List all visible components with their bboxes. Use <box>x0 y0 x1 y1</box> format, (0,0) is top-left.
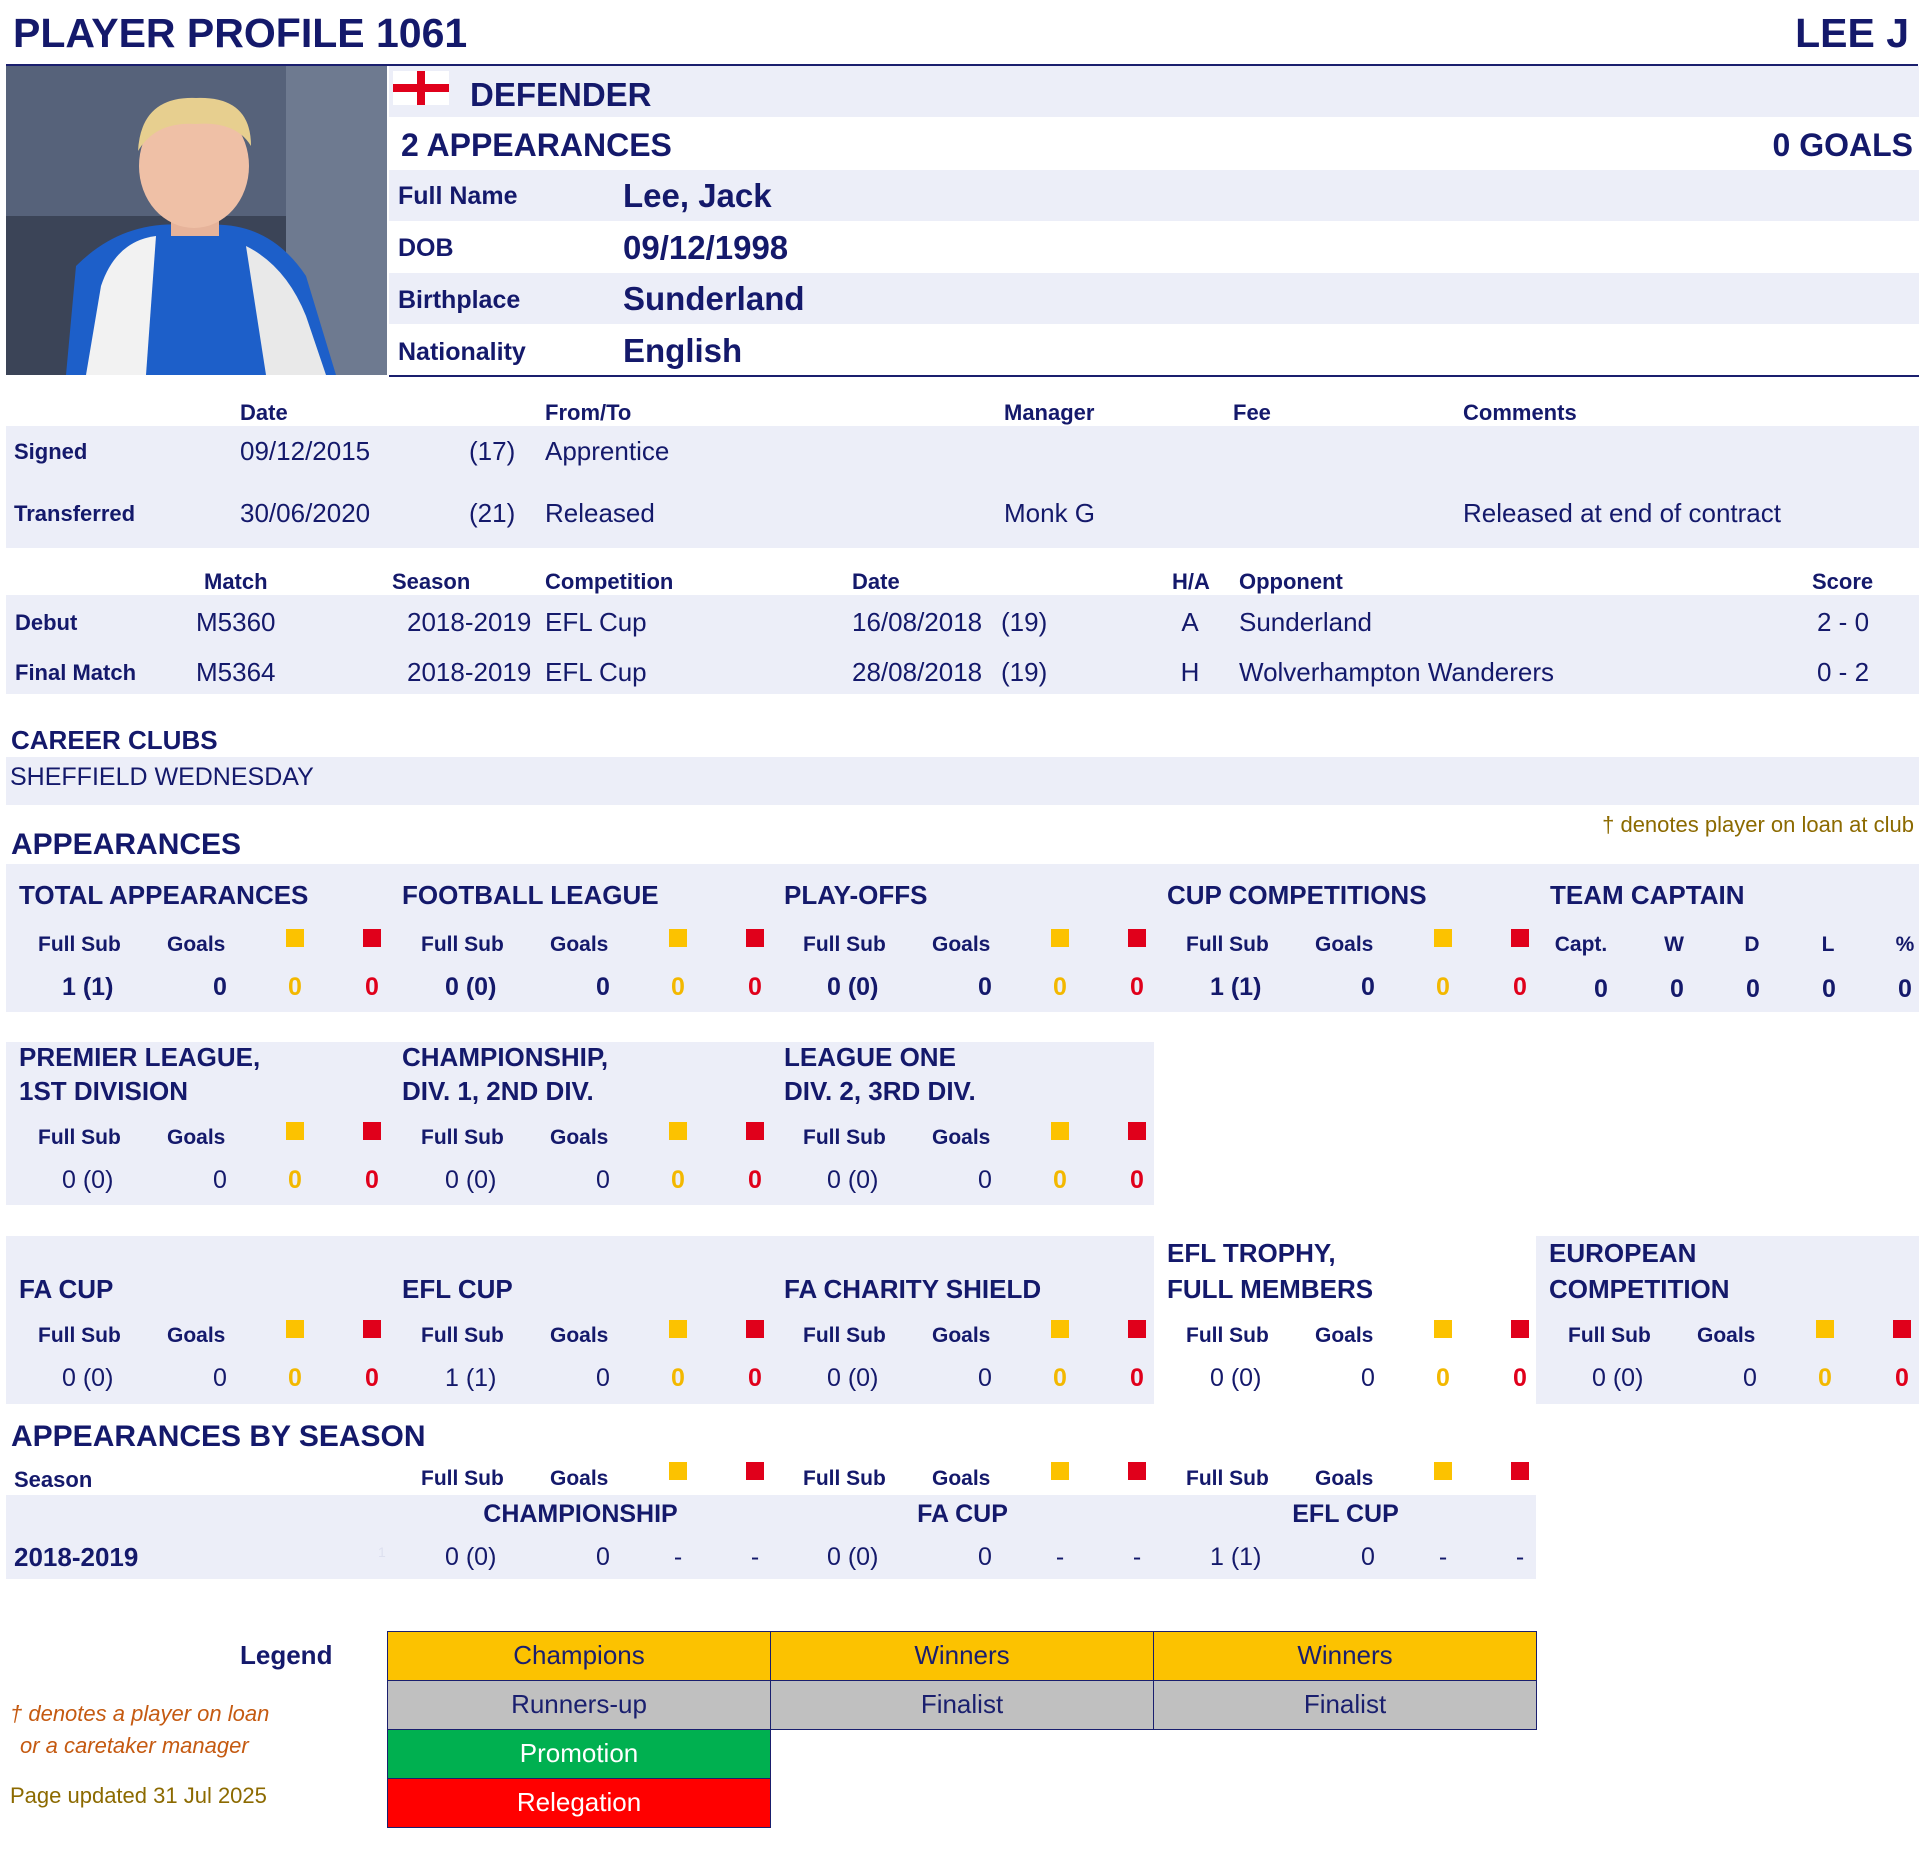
match-row-date: 28/08/2018 <box>852 657 983 687</box>
goals-header: Goals <box>1315 1324 1374 1347</box>
england-flag-icon <box>393 71 449 105</box>
red-card-icon <box>363 1122 381 1140</box>
profile-divider <box>389 375 1919 377</box>
goals-header: Goals <box>932 1324 991 1347</box>
goals-header: Goals <box>932 1467 991 1490</box>
stat-box-title: FA CUP <box>19 1274 114 1304</box>
goals-value: 0 <box>978 1364 992 1392</box>
appearances-total: 2 APPEARANCES <box>401 127 672 163</box>
full-sub-header: Full Sub <box>421 1324 504 1347</box>
fullname-value: Lee, Jack <box>623 177 772 214</box>
yellow-card-icon <box>1051 1320 1069 1338</box>
match-header-opponent: Opponent <box>1239 569 1343 594</box>
legend-promotion: Promotion <box>387 1729 771 1779</box>
goals-header: Goals <box>932 1126 991 1149</box>
transfer-row-comments: Released at end of contract <box>1463 498 1781 528</box>
legend-champions: Champions <box>387 1631 771 1681</box>
yellow-card-icon <box>1816 1320 1834 1338</box>
nationality-label: Nationality <box>398 338 526 366</box>
apps-value: 1 (1) <box>1210 973 1262 1001</box>
transfer-row-fromto: Released <box>545 498 655 528</box>
legend-winners: Winners <box>770 1631 1154 1681</box>
red-cards-value: 0 <box>365 1364 379 1392</box>
loan-note: † denotes player on loan at club <box>1602 812 1914 837</box>
match-row-type: Debut <box>15 610 78 635</box>
red-card-icon <box>1511 1320 1529 1338</box>
goals-header: Goals <box>1697 1324 1756 1347</box>
season-yellow-value: - <box>1438 1543 1448 1571</box>
season-group-title: FA CUP <box>917 1500 1008 1528</box>
yellow-card-icon <box>669 1320 687 1338</box>
transfer-row-type: Signed <box>14 439 88 464</box>
season-goals-value: 0 <box>596 1543 610 1571</box>
transfer-header-manager: Manager <box>1004 400 1095 425</box>
yellow-card-icon <box>286 1320 304 1338</box>
full-sub-header: Full Sub <box>803 1467 886 1490</box>
page-title: PLAYER PROFILE 1061 <box>13 10 468 56</box>
red-card-icon <box>1893 1320 1911 1338</box>
yellow-cards-value: 0 <box>288 1166 302 1194</box>
full-sub-header: Full Sub <box>38 1126 121 1149</box>
full-sub-header: Full Sub <box>38 1324 121 1347</box>
match-row-competition: EFL Cup <box>545 607 647 637</box>
season-header: Season <box>14 1467 93 1492</box>
red-cards-value: 0 <box>748 1364 762 1392</box>
captain-header-d: D <box>1744 933 1760 956</box>
goals-header: Goals <box>550 1126 609 1149</box>
captain-header-capt: Capt. <box>1554 933 1608 956</box>
apps-value: 0 (0) <box>827 973 879 1001</box>
red-card-icon <box>746 1320 764 1338</box>
legend-winners: Winners <box>1153 1631 1537 1681</box>
stat-box-title: CUP COMPETITIONS <box>1167 880 1427 910</box>
apps-value: 0 (0) <box>1592 1364 1644 1392</box>
goals-value: 0 <box>1361 973 1375 1001</box>
red-card-icon <box>1128 1320 1146 1338</box>
goals-header: Goals <box>550 1324 609 1347</box>
goals-value: 0 <box>213 1166 227 1194</box>
goals-header: Goals <box>167 933 226 956</box>
transfer-row-type: Transferred <box>14 501 136 526</box>
yellow-cards-value: 0 <box>1053 1364 1067 1392</box>
red-cards-value: 0 <box>1130 1364 1144 1392</box>
legend-runners-up: Runners-up <box>387 1680 771 1730</box>
match-header-season: Season <box>392 569 471 594</box>
yellow-card-icon <box>669 929 687 947</box>
goals-value: 0 <box>596 1166 610 1194</box>
goals-total: 0 GOALS <box>1772 127 1913 163</box>
transfer-row-manager: Monk G <box>1004 498 1096 528</box>
match-row-season: 2018-2019 <box>407 657 532 687</box>
full-sub-header: Full Sub <box>803 1324 886 1347</box>
transfer-header-fee: Fee <box>1233 400 1271 425</box>
goals-value: 0 <box>213 973 227 1001</box>
red-cards-value: 0 <box>748 1166 762 1194</box>
stat-box-title: FA CHARITY SHIELD <box>784 1274 1042 1304</box>
stat-box-title: LEAGUE ONE <box>784 1042 956 1072</box>
match-row-score: 0 - 2 <box>1817 657 1870 687</box>
legend-note-line1: † denotes a player on loan <box>10 1701 270 1726</box>
yellow-card-icon <box>669 1122 687 1140</box>
goals-value: 0 <box>596 973 610 1001</box>
season-apps-value: 1 (1) <box>1210 1543 1262 1571</box>
yellow-cards-value: 0 <box>671 1364 685 1392</box>
player-short-name: LEE J <box>1795 10 1909 56</box>
yellow-card-icon <box>1434 1462 1452 1480</box>
fullname-band <box>389 170 1919 221</box>
transfer-row-date: 09/12/2015 <box>240 436 371 466</box>
goals-header: Goals <box>167 1126 226 1149</box>
red-card-icon <box>1128 1462 1146 1480</box>
goals-header: Goals <box>550 1467 609 1490</box>
season-red-value: - <box>750 1543 760 1571</box>
goals-value: 0 <box>1743 1364 1757 1392</box>
red-card-icon <box>746 1462 764 1480</box>
captain-value-l: 0 <box>1822 975 1836 1003</box>
match-row-age: (19) <box>1001 657 1048 687</box>
season-group-title: EFL CUP <box>1292 1500 1399 1528</box>
goals-header: Goals <box>167 1324 226 1347</box>
season-apps-value: 0 (0) <box>445 1543 497 1571</box>
yellow-card-icon <box>1434 1320 1452 1338</box>
season-red-value: - <box>1515 1543 1525 1571</box>
goals-header: Goals <box>1315 1467 1374 1490</box>
goals-header: Goals <box>1315 933 1374 956</box>
apps-value: 0 (0) <box>445 1166 497 1194</box>
apps-value: 0 (0) <box>827 1364 879 1392</box>
birthplace-value: Sunderland <box>623 280 805 317</box>
full-sub-header: Full Sub <box>421 933 504 956</box>
yellow-cards-value: 0 <box>671 973 685 1001</box>
stat-box-title: EFL TROPHY, <box>1167 1238 1336 1268</box>
legend-note-line2: or a caretaker manager <box>20 1733 249 1758</box>
dob-value: 09/12/1998 <box>623 229 789 266</box>
appearances-title: APPEARANCES <box>11 828 242 861</box>
yellow-cards-value: 0 <box>1436 1364 1450 1392</box>
team-captain-title: TEAM CAPTAIN <box>1550 880 1745 910</box>
full-sub-header: Full Sub <box>1186 933 1269 956</box>
red-cards-value: 0 <box>1130 1166 1144 1194</box>
stat-box-title: COMPETITION <box>1549 1274 1730 1304</box>
full-sub-header: Full Sub <box>1186 1467 1269 1490</box>
stat-box-title: EUROPEAN <box>1549 1238 1697 1268</box>
match-row-ha: A <box>1181 607 1199 637</box>
full-sub-header: Full Sub <box>1186 1324 1269 1347</box>
match-row-score: 2 - 0 <box>1817 607 1870 637</box>
match-header-competition: Competition <box>545 569 674 594</box>
stat-box-title: FOOTBALL LEAGUE <box>402 880 659 910</box>
transfer-row-age: (17) <box>469 436 516 466</box>
apps-value: 0 (0) <box>62 1166 114 1194</box>
match-row-age: (19) <box>1001 607 1048 637</box>
match-row-ha: H <box>1180 657 1200 687</box>
season-yellow-value: - <box>673 1543 683 1571</box>
match-row-date: 16/08/2018 <box>852 607 983 637</box>
red-card-icon <box>363 929 381 947</box>
red-cards-value: 0 <box>365 973 379 1001</box>
apps-value: 0 (0) <box>445 973 497 1001</box>
match-row-season: 2018-2019 <box>407 607 532 637</box>
stat-box-title: CHAMPIONSHIP, <box>402 1042 609 1072</box>
stat-box-title: DIV. 1, 2ND DIV. <box>402 1076 594 1106</box>
season-goals-value: 0 <box>1361 1543 1375 1571</box>
match-header-score: Score <box>1812 569 1874 594</box>
full-sub-header: Full Sub <box>421 1126 504 1149</box>
yellow-card-icon <box>1051 929 1069 947</box>
player-photo <box>6 66 387 375</box>
birthplace-label: Birthplace <box>398 286 521 314</box>
page-updated: Page updated 31 Jul 2025 <box>10 1783 267 1808</box>
captain-value-w: 0 <box>1670 975 1684 1003</box>
red-cards-value: 0 <box>1130 973 1144 1001</box>
transfer-header-comments: Comments <box>1463 400 1577 425</box>
full-sub-header: Full Sub <box>803 933 886 956</box>
yellow-card-icon <box>286 929 304 947</box>
position-label: DEFENDER <box>470 76 652 113</box>
career-clubs-list: SHEFFIELD WEDNESDAY <box>10 763 314 791</box>
match-row-opponent: Wolverhampton Wanderers <box>1239 657 1555 687</box>
by-season-title: APPEARANCES BY SEASON <box>11 1420 426 1453</box>
goals-value: 0 <box>1361 1364 1375 1392</box>
nationality-value: English <box>623 332 743 369</box>
stat-box-title: DIV. 2, 3RD DIV. <box>784 1076 976 1106</box>
full-sub-header: Full Sub <box>1568 1324 1651 1347</box>
red-card-icon <box>1511 929 1529 947</box>
yellow-cards-value: 0 <box>288 973 302 1001</box>
transfer-row-fromto: Apprentice <box>545 436 670 466</box>
yellow-card-icon <box>1051 1462 1069 1480</box>
captain-value-capt: 0 <box>1594 975 1608 1003</box>
career-clubs-title: CAREER CLUBS <box>11 725 218 755</box>
captain-value-d: 0 <box>1746 975 1760 1003</box>
legend-finalist: Finalist <box>1153 1680 1537 1730</box>
match-row-opponent: Sunderland <box>1239 607 1372 637</box>
yellow-cards-value: 0 <box>1436 973 1450 1001</box>
red-cards-value: 0 <box>1513 973 1527 1001</box>
yellow-card-icon <box>1434 929 1452 947</box>
captain-header-l: L <box>1821 933 1835 956</box>
season-goals-value: 0 <box>978 1543 992 1571</box>
yellow-cards-value: 0 <box>671 1166 685 1194</box>
goals-value: 0 <box>978 973 992 1001</box>
yellow-card-icon <box>669 1462 687 1480</box>
yellow-cards-value: 0 <box>1818 1364 1832 1392</box>
season-row-marker: 1 <box>378 1544 386 1560</box>
goals-value: 0 <box>213 1364 227 1392</box>
season-row-label: 2018-2019 <box>14 1542 139 1572</box>
match-header-ha: H/A <box>1172 569 1210 594</box>
full-sub-header: Full Sub <box>803 1126 886 1149</box>
dob-label: DOB <box>398 234 454 262</box>
transfer-row-date: 30/06/2020 <box>240 498 371 528</box>
stat-box-title: EFL CUP <box>402 1274 513 1304</box>
stat-box-title: 1ST DIVISION <box>19 1076 189 1106</box>
red-cards-value: 0 <box>1895 1364 1909 1392</box>
season-group-title: CHAMPIONSHIP <box>483 1500 678 1528</box>
red-card-icon <box>1128 1122 1146 1140</box>
captain-header-pct: % <box>1895 933 1915 956</box>
red-card-icon <box>363 1320 381 1338</box>
apps-value: 0 (0) <box>827 1166 879 1194</box>
match-header-match: Match <box>204 569 268 594</box>
apps-value: 1 (1) <box>62 973 114 1001</box>
goals-value: 0 <box>978 1166 992 1194</box>
goals-value: 0 <box>596 1364 610 1392</box>
yellow-cards-value: 0 <box>288 1364 302 1392</box>
full-sub-header: Full Sub <box>421 1467 504 1490</box>
transfer-header-date: Date <box>240 400 288 425</box>
transfer-row-age: (21) <box>469 498 516 528</box>
apps-value: 0 (0) <box>1210 1364 1262 1392</box>
red-card-icon <box>746 929 764 947</box>
yellow-card-icon <box>286 1122 304 1140</box>
match-row-id: M5364 <box>196 657 276 687</box>
match-row-type: Final Match <box>15 660 137 685</box>
red-cards-value: 0 <box>365 1166 379 1194</box>
captain-value-pct: 0 <box>1898 975 1912 1003</box>
season-yellow-value: - <box>1055 1543 1065 1571</box>
red-card-icon <box>746 1122 764 1140</box>
season-red-value: - <box>1132 1543 1142 1571</box>
yellow-card-icon <box>1051 1122 1069 1140</box>
goals-header: Goals <box>932 933 991 956</box>
goals-header: Goals <box>550 933 609 956</box>
legend-title: Legend <box>240 1640 333 1670</box>
red-cards-value: 0 <box>748 973 762 1001</box>
apps-value: 1 (1) <box>445 1364 497 1392</box>
stat-box-title: PLAY-OFFS <box>784 880 928 910</box>
match-header-date: Date <box>852 569 900 594</box>
red-card-icon <box>1128 929 1146 947</box>
red-cards-value: 0 <box>1513 1364 1527 1392</box>
yellow-cards-value: 0 <box>1053 973 1067 1001</box>
season-apps-value: 0 (0) <box>827 1543 879 1571</box>
match-row-competition: EFL Cup <box>545 657 647 687</box>
birthplace-band <box>389 273 1919 324</box>
fullname-label: Full Name <box>398 182 518 210</box>
stat-box-title: FULL MEMBERS <box>1167 1274 1374 1304</box>
match-row-id: M5360 <box>196 607 276 637</box>
stat-box-title: TOTAL APPEARANCES <box>19 880 309 910</box>
legend-relegation: Relegation <box>387 1778 771 1828</box>
transfer-header-fromto: From/To <box>545 400 632 425</box>
yellow-cards-value: 0 <box>1053 1166 1067 1194</box>
apps-value: 0 (0) <box>62 1364 114 1392</box>
red-card-icon <box>1511 1462 1529 1480</box>
stat-box-title: PREMIER LEAGUE, <box>19 1042 261 1072</box>
legend-finalist: Finalist <box>770 1680 1154 1730</box>
full-sub-header: Full Sub <box>38 933 121 956</box>
captain-header-w: W <box>1664 933 1684 956</box>
